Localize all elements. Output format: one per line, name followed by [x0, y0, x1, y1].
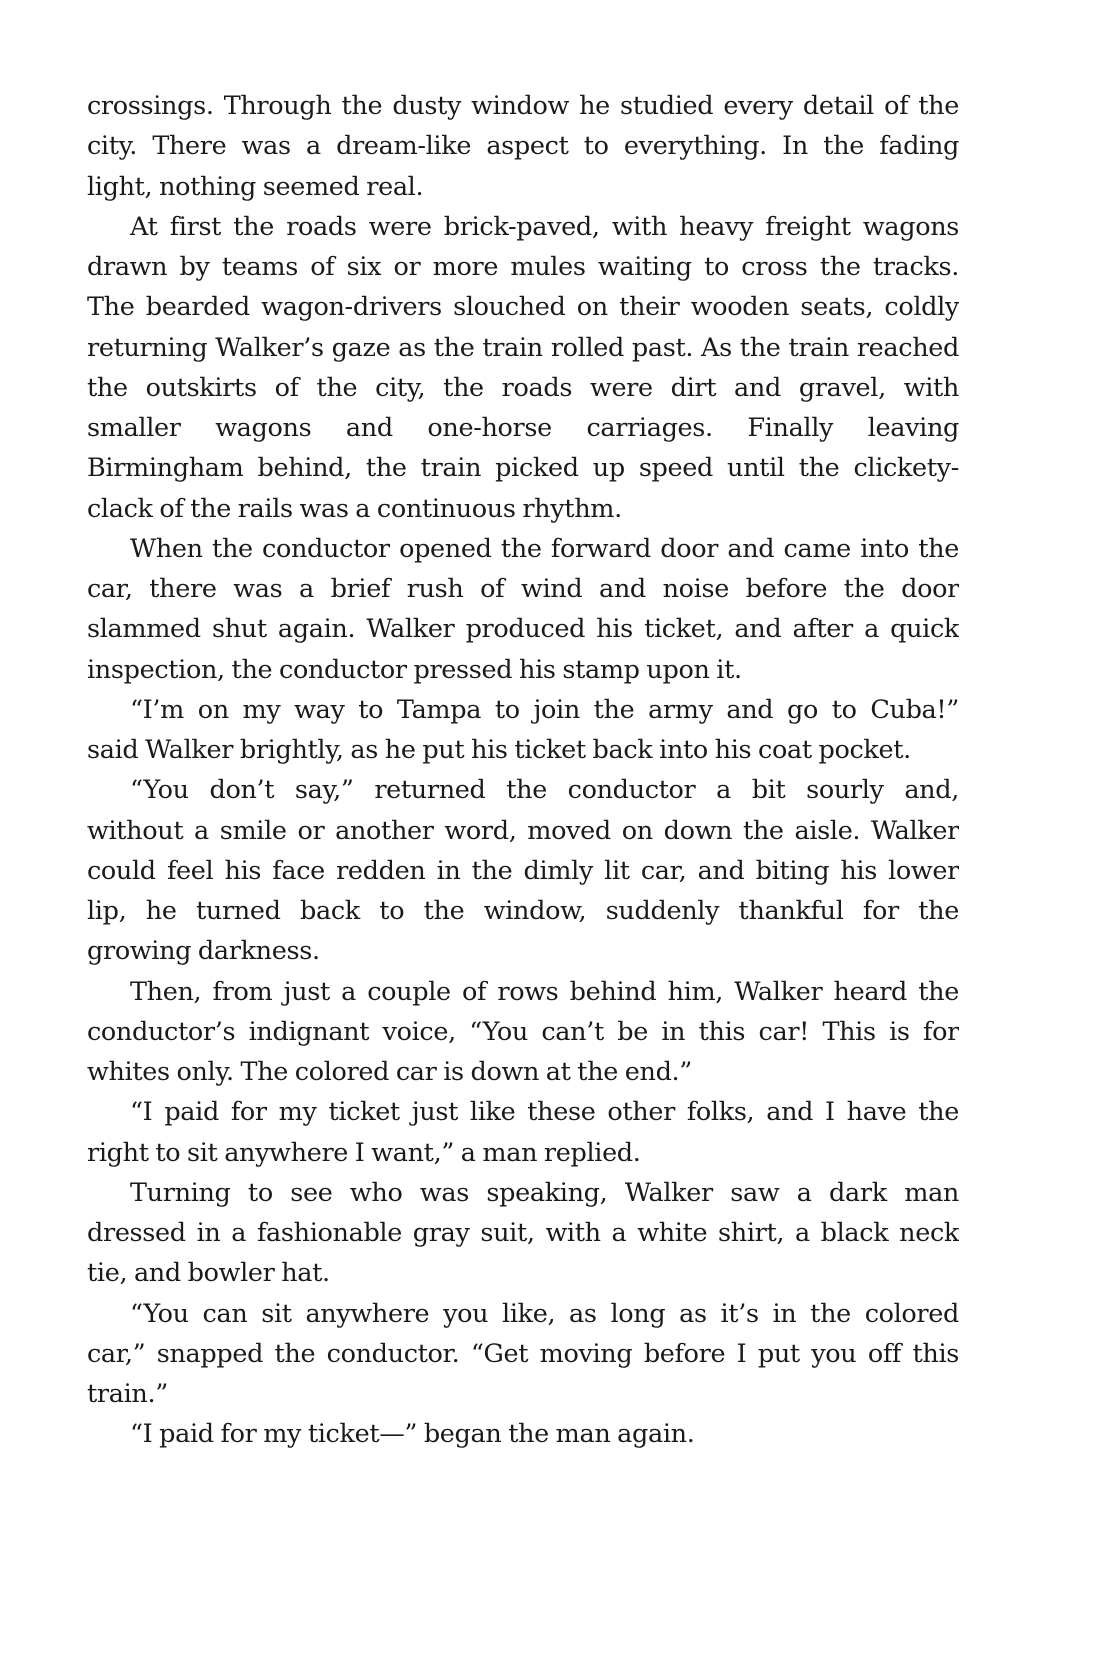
- text-line: smaller wagons and one-horse carriages. Finally leaving: [87, 413, 959, 443]
- text-line: Birmingham behind, the train picked up speed until the clickety-: [87, 453, 959, 484]
- text-line: dressed in a fashionable gray suit, with a white shirt, a black neck: [87, 1218, 959, 1248]
- text-line: said Walker brightly, as he put his ticket back into his coat pocket.: [87, 735, 911, 765]
- text-line: the outskirts of the city, the roads were dirt and gravel, with: [87, 372, 959, 403]
- text-line: growing darkness.: [87, 936, 320, 967]
- text-line: train.”: [87, 1379, 168, 1409]
- text-line: could feel his face redden in the dimly lit car, and biting his lower: [87, 855, 959, 886]
- book-page: [87, 86, 959, 1455]
- text-line: The bearded wagon-drivers slouched on their wooden seats, coldly: [87, 292, 959, 323]
- text-line: right to sit anywhere I want,” a man replied.: [87, 1137, 641, 1168]
- paragraph: [87, 1173, 959, 1294]
- text-line: “I’m on my way to Tampa to join the army and go to Cuba!”: [130, 694, 959, 725]
- text-line: “You don’t say,” returned the conductor a bit sourly and,: [130, 775, 959, 806]
- text-line: slammed shut again. Walker produced his ticket, and after a quick: [87, 614, 959, 645]
- paragraph: [87, 1092, 959, 1173]
- paragraph: [87, 690, 959, 771]
- text-line: car, there was a brief rush of wind and noise before the door: [87, 574, 959, 604]
- text-line: At first the roads were brick-paved, with heavy freight wagons: [130, 211, 959, 242]
- paragraph: [87, 207, 959, 529]
- text-line: without a smile or another word, moved on down the aisle. Walker: [87, 815, 959, 846]
- paragraph: [87, 529, 959, 690]
- text-line: lip, he turned back to the window, suddenly thankful for the: [87, 896, 959, 926]
- text-line: whites only. The colored car is down at the end.”: [87, 1057, 692, 1087]
- text-line: “You can sit anywhere you like, as long as it’s in the colored: [130, 1298, 959, 1329]
- text-line: returning Walker’s gaze as the train rolled past. As the train reached: [87, 332, 959, 363]
- text-line: When the conductor opened the forward door and came into the: [130, 533, 959, 564]
- text-line: Then, from just a couple of rows behind him, Walker heard the: [130, 976, 959, 1007]
- text-line: inspection, the conductor pressed his stamp upon it.: [87, 654, 742, 685]
- text-line: crossings. Through the dusty window he studied every detail of the: [87, 91, 959, 121]
- text-line: clack of the rails was a continuous rhythm.: [87, 493, 622, 524]
- text-line: car,” snapped the conductor. “Get moving before I put you off this: [87, 1338, 959, 1369]
- text-line: “I paid for my ticket just like these other folks, and I have the: [130, 1097, 959, 1128]
- text-line: light, nothing seemed real.: [87, 171, 424, 202]
- text-line: conductor’s indignant voice, “You can’t be in this car! This is for: [87, 1016, 959, 1047]
- text-line: city. There was a dream-like aspect to everything. In the fading: [87, 131, 959, 162]
- paragraph: [87, 972, 959, 1093]
- paragraph: [87, 1294, 959, 1415]
- paragraph: [87, 86, 959, 207]
- text-line: drawn by teams of six or more mules waiting to cross the tracks.: [87, 252, 959, 282]
- text-line: Turning to see who was speaking, Walker saw a dark man: [130, 1177, 959, 1208]
- text-line: tie, and bowler hat.: [87, 1258, 330, 1289]
- text-line: “I paid for my ticket—” began the man again.: [130, 1419, 695, 1450]
- paragraph: [87, 770, 959, 971]
- paragraph: [87, 1414, 959, 1454]
